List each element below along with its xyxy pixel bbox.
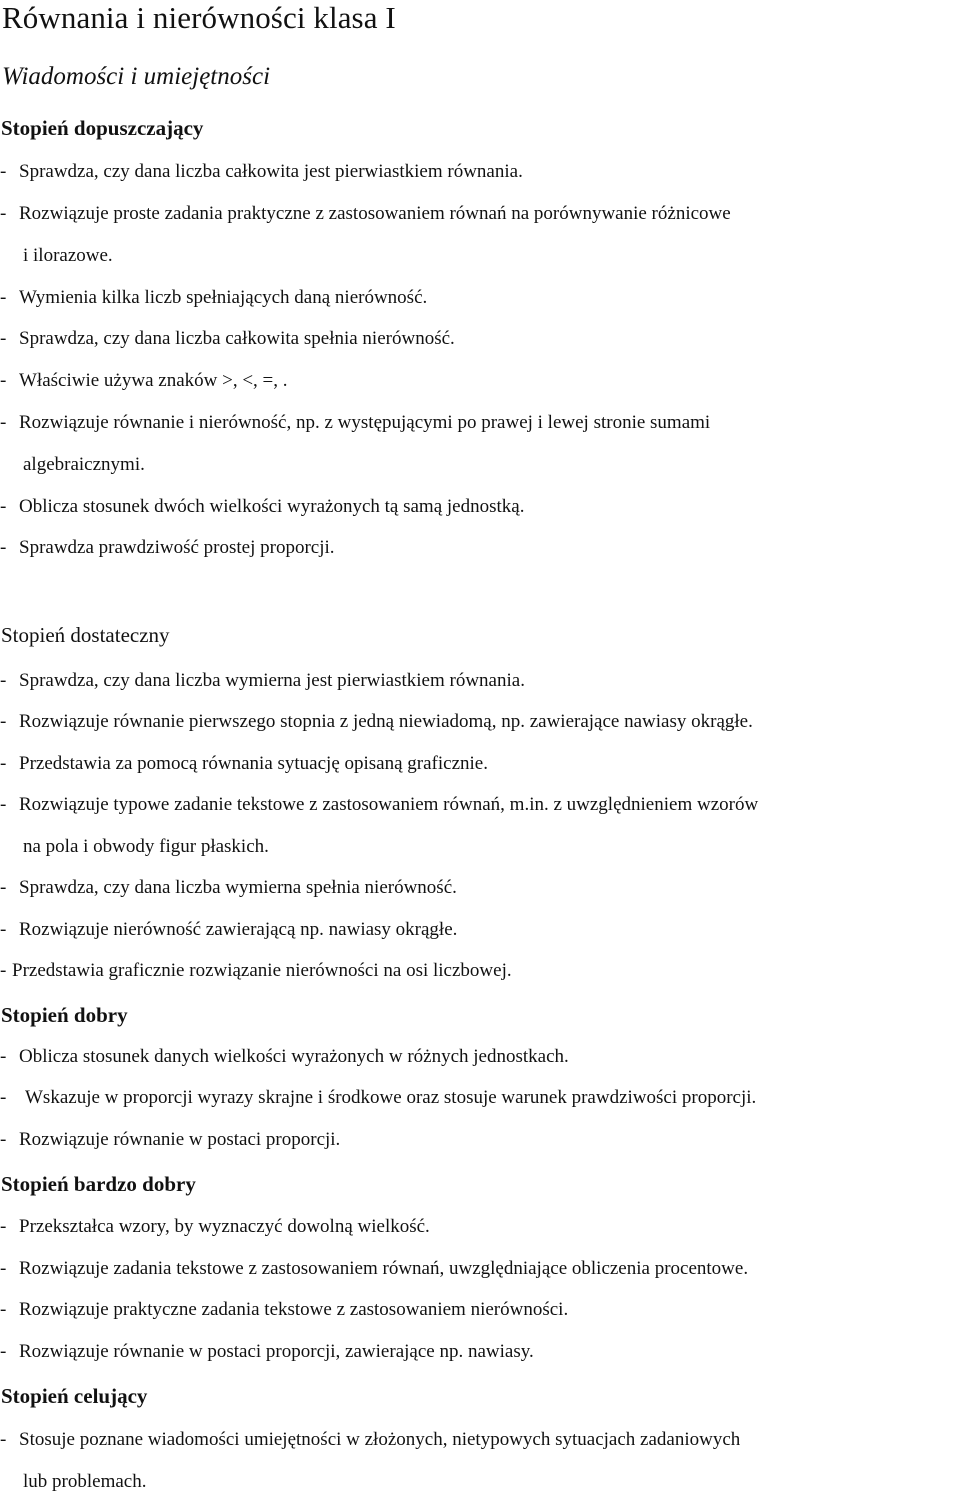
list-item: - Oblicza stosunek danych wielkości wyrażonych w różnych jednostkach.	[0, 1046, 569, 1067]
list-item: - Rozwiązuje praktyczne zadania tekstowe z zastosowaniem nierówności.	[0, 1299, 569, 1320]
item-text: Przekształca wzory, by wyznaczyć dowolną wielkość.	[19, 1216, 430, 1237]
item-text: Rozwiązuje proste zadania praktyczne z zastosowaniem równań na porównywanie różnicowe	[19, 203, 731, 224]
document-title: Równania i nierówności klasa I	[2, 0, 396, 35]
item-text: Przedstawia graficznie rozwiązanie nierówności na osi liczbowej.	[12, 960, 512, 981]
item-text: Sprawdza, czy dana liczba całkowita spełnia nierówność.	[19, 328, 455, 349]
item-text: Wymienia kilka liczb spełniających daną nierówność.	[19, 287, 428, 308]
section-heading-dostateczny: Stopień dostateczny	[1, 623, 170, 647]
item-text-continued: na pola i obwody figur płaskich.	[23, 836, 269, 857]
item-text-continued: lub problemach.	[23, 1471, 147, 1492]
item-text-continued: algebraicznymi.	[23, 454, 145, 475]
list-item: - Stosuje poznane wiadomości umiejętności w złożonych, nietypowych sytuacjach zadaniowych lub problemach.	[0, 1419, 740, 1503]
section-heading-bardzo-dobry: Stopień bardzo dobry	[1, 1172, 196, 1196]
list-item: - Rozwiązuje typowe zadanie tekstowe z zastosowaniem równań, m.in. z uwzględnieniem wzorów na pola i obwody figur płaskich.	[0, 784, 758, 868]
list-item: - Przedstawia za pomocą równania sytuację opisaną graficznie.	[0, 753, 488, 774]
item-text: Sprawdza, czy dana liczba całkowita jest pierwiastkiem równania.	[19, 161, 523, 182]
list-item: - Rozwiązuje proste zadania praktyczne z zastosowaniem równań na porównywanie różnicowe i ilorazowe.	[0, 193, 731, 277]
list-item: - Sprawdza prawdziwość prostej proporcji.	[0, 537, 335, 558]
item-text: Oblicza stosunek dwóch wielkości wyrażonych tą samą jednostką.	[19, 496, 525, 517]
item-text: Oblicza stosunek danych wielkości wyrażonych w różnych jednostkach.	[19, 1046, 569, 1067]
item-text: Rozwiązuje nierówność zawierającą np. nawiasy okrągłe.	[19, 919, 458, 940]
item-text: Przedstawia za pomocą równania sytuację opisaną graficznie.	[19, 753, 488, 774]
list-item: - Sprawdza, czy dana liczba wymierna spełnia nierówność.	[0, 877, 457, 898]
item-text: Rozwiązuje równanie w postaci proporcji, zawierające np. nawiasy.	[19, 1341, 534, 1362]
list-item: - Sprawdza, czy dana liczba całkowita jest pierwiastkiem równania.	[0, 161, 523, 182]
list-item: - Oblicza stosunek dwóch wielkości wyrażonych tą samą jednostką.	[0, 496, 525, 517]
list-item: - Wskazuje w proporcji wyrazy skrajne i środkowe oraz stosuje warunek prawdziwości proporcji.	[0, 1087, 757, 1108]
list-item: - Rozwiązuje równanie pierwszego stopnia z jedną niewiadomą, np. zawierające nawiasy okrągłe.	[0, 711, 753, 732]
item-text: Właściwie używa znaków >, <, =, .	[19, 370, 288, 391]
list-item: - Rozwiązuje równanie w postaci proporcji.	[0, 1129, 341, 1150]
item-text: Sprawdza prawdziwość prostej proporcji.	[19, 537, 335, 558]
item-text: Rozwiązuje równanie pierwszego stopnia z jedną niewiadomą, np. zawierające nawiasy okrągłe.	[19, 711, 753, 732]
section-heading-celujacy: Stopień celujący	[1, 1384, 148, 1408]
item-text-continued: i ilorazowe.	[23, 245, 113, 266]
item-text: Sprawdza, czy dana liczba wymierna jest pierwiastkiem równania.	[19, 670, 525, 691]
list-item: - Sprawdza, czy dana liczba wymierna jest pierwiastkiem równania.	[0, 670, 525, 691]
list-item: - Rozwiązuje zadania tekstowe z zastosowaniem równań, uwzględniające obliczenia procentowe.	[0, 1258, 749, 1279]
item-text: Rozwiązuje typowe zadanie tekstowe z zastosowaniem równań, m.in. z uwzględnieniem wzorów	[19, 794, 759, 815]
list-item: - Rozwiązuje równanie w postaci proporcji, zawierające np. nawiasy.	[0, 1341, 534, 1362]
section-heading-dopuszczajacy: Stopień dopuszczający	[1, 116, 204, 140]
list-item: - Rozwiązuje równanie i nierówność, np. z występującymi po prawej i lewej stronie sumami algebraicznymi.	[0, 402, 710, 486]
item-text: Sprawdza, czy dana liczba wymierna spełnia nierówność.	[19, 877, 457, 898]
item-text: Rozwiązuje zadania tekstowe z zastosowaniem równań, uwzględniające obliczenia procentowe.	[19, 1258, 749, 1279]
item-text: Rozwiązuje równanie w postaci proporcji.	[19, 1129, 341, 1150]
list-item: - Wymienia kilka liczb spełniających daną nierówność.	[0, 287, 428, 308]
list-item: - Przedstawia graficznie rozwiązanie nierówności na osi liczbowej.	[0, 960, 512, 981]
list-item: - Właściwie używa znaków >, <, =, .	[0, 370, 288, 391]
item-text: Stosuje poznane wiadomości umiejętności w złożonych, nietypowych sytuacjach zadaniowych	[19, 1429, 741, 1450]
item-text: Rozwiązuje równanie i nierówność, np. z występującymi po prawej i lewej stronie sumami	[19, 412, 711, 433]
document-subtitle: Wiadomości i umiejętności	[2, 63, 271, 90]
section-heading-dobry: Stopień dobry	[1, 1003, 128, 1027]
item-text: Rozwiązuje praktyczne zadania tekstowe z zastosowaniem nierówności.	[19, 1299, 569, 1320]
list-item: - Rozwiązuje nierówność zawierającą np. nawiasy okrągłe.	[0, 919, 458, 940]
list-item: - Sprawdza, czy dana liczba całkowita spełnia nierówność.	[0, 328, 455, 349]
list-item: - Przekształca wzory, by wyznaczyć dowolną wielkość.	[0, 1216, 430, 1237]
item-text: Wskazuje w proporcji wyrazy skrajne i środkowe oraz stosuje warunek prawdziwości proporcji.	[25, 1087, 757, 1108]
